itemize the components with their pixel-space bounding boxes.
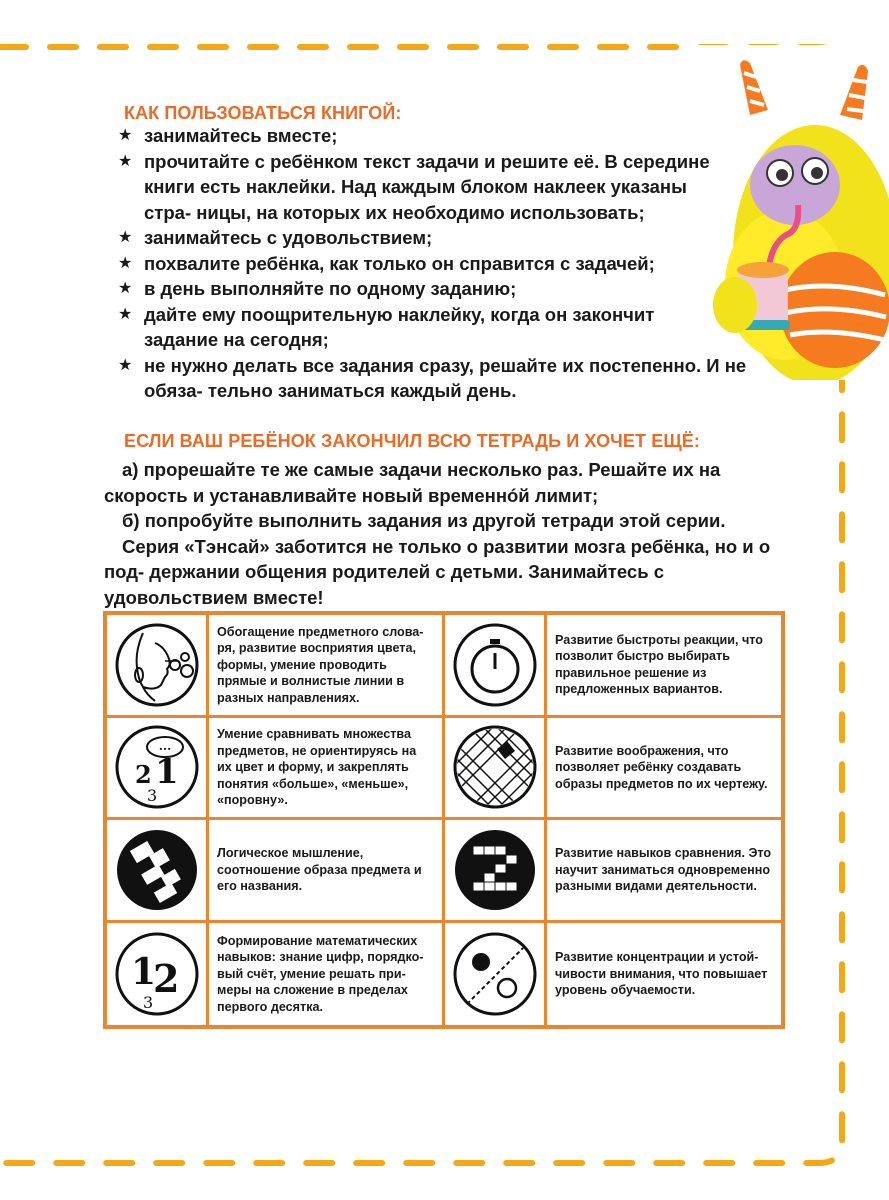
star-bullet-icon: ★	[118, 356, 133, 374]
star-bullet-icon: ★	[118, 127, 133, 144]
star-bullet-icon: ★	[118, 254, 133, 272]
grid-shape-icon	[451, 723, 539, 811]
finished-paragraphs	[104, 457, 787, 610]
skills-legend-table	[103, 611, 785, 1029]
legend-description: Развитие воображения, что позволяет ребёнку создавать образы предметов по их чертежу.	[547, 718, 781, 821]
tip-text: дайте ему поощрительную наклейку, когда он закончит задание на сегодня;	[144, 303, 655, 350]
svg-text:1: 1	[130, 950, 156, 993]
icon-cell	[107, 718, 209, 821]
svg-text:2: 2	[152, 955, 179, 1001]
legend-description: Развитие быстроты реакции, что позволит быстро выбирать правильное решение из предложенных вариантов.	[547, 615, 781, 718]
star-bullet-icon: ★	[118, 229, 133, 246]
tip-item	[118, 353, 758, 404]
icon-cell	[445, 923, 547, 1026]
tip-text: занимайтесь с удовольствием;	[144, 227, 433, 248]
icon-cell	[107, 820, 209, 923]
legend-description: Развитие навыков сравнения. Это научит заниматься одновременно разными видами деятельности.	[547, 820, 781, 923]
svg-text:1: 1	[154, 752, 179, 793]
icon-cell	[107, 923, 209, 1026]
star-bullet-icon: ★	[118, 280, 133, 297]
legend-description: Умение сравнивать множества предметов, не ориентируясь на их цвет и форму, и закреплять понятия «больше», «меньше», «поровну».	[209, 718, 445, 821]
legend-description: Обогащение предметного слова- ря, развитие восприятия цвета, формы, умение проводить прямые и волнистые линии в разных направлениях.	[209, 615, 445, 718]
legend-description: Развитие концентрации и устой- чивости внимания, что повышает уровень обучаемости.	[555, 950, 768, 997]
svg-text:2: 2	[134, 760, 152, 790]
finished-heading: ЕСЛИ ВАШ РЕБЁНОК ЗАКОНЧИЛ ВСЮ ТЕТРАДЬ И ХОЧЕТ ЕЩЁ:	[124, 431, 701, 451]
tip-item	[118, 149, 719, 226]
concentration-icon	[451, 930, 539, 1018]
paragraph: Серия «Тэнсай» заботится не только о развитии мозга ребёнка, но и о под- держании общения родителей с детьми. Занимайтесь с удовольствием вместе!	[104, 535, 771, 608]
svg-text:...: ...	[158, 739, 171, 754]
tip-item	[118, 251, 758, 277]
icon-cell	[445, 820, 547, 923]
tip-text: занимайтесь вместе;	[144, 125, 338, 146]
paragraph: а) прорешайте те же самые задачи несколько раз. Решайте их на скорость и устанавливайте новый временнóй лимит;	[104, 459, 721, 506]
tip-item	[118, 123, 758, 149]
face-profile-icon	[113, 621, 201, 709]
tip-item	[118, 225, 758, 251]
tip-text: похвалите ребёнка, как только он справится с задачей;	[144, 252, 655, 274]
tips-list	[118, 123, 758, 404]
tip-item	[118, 302, 699, 353]
block-pattern-icon	[451, 826, 539, 914]
speech-numbers-icon	[113, 723, 201, 811]
icon-cell	[445, 615, 547, 718]
star-bullet-icon: ★	[118, 152, 133, 170]
tip-text: в день выполняйте по одному заданию;	[144, 278, 517, 299]
tip-item	[118, 276, 758, 302]
how-to-use-heading: КАК ПОЛЬЗОВАТЬСЯ КНИГОЙ:	[124, 103, 402, 123]
paragraph: б) попробуйте выполнить задания из другой тетради этой серии.	[122, 510, 726, 531]
icon-cell	[445, 718, 547, 821]
svg-text:3: 3	[142, 992, 153, 1012]
legend-description: Логическое мышление, соотношение образа предмета и его названия.	[209, 820, 445, 923]
svg-text:3: 3	[146, 786, 157, 806]
number-puzzle-icon	[113, 826, 201, 914]
tip-text: прочитайте с ребёнком текст задачи и решите её. В середине книги есть наклейки. Над каждым блоком наклеек указаны стра- ницы, на которых их необходимо использовать;	[144, 150, 710, 223]
stopwatch-icon	[451, 621, 539, 709]
digits-icon	[113, 930, 201, 1018]
legend-description: Формирование математических навыков: знание цифр, порядко- вый счёт, умение решать при- меры на сложение в пределах первого десятка.	[209, 923, 445, 1026]
star-bullet-icon: ★	[118, 305, 133, 323]
tip-text: не нужно делать все задания сразу, решайте их постепенно. И не обяза- тельно заниматься каждый день.	[144, 354, 747, 401]
icon-cell	[107, 615, 209, 718]
